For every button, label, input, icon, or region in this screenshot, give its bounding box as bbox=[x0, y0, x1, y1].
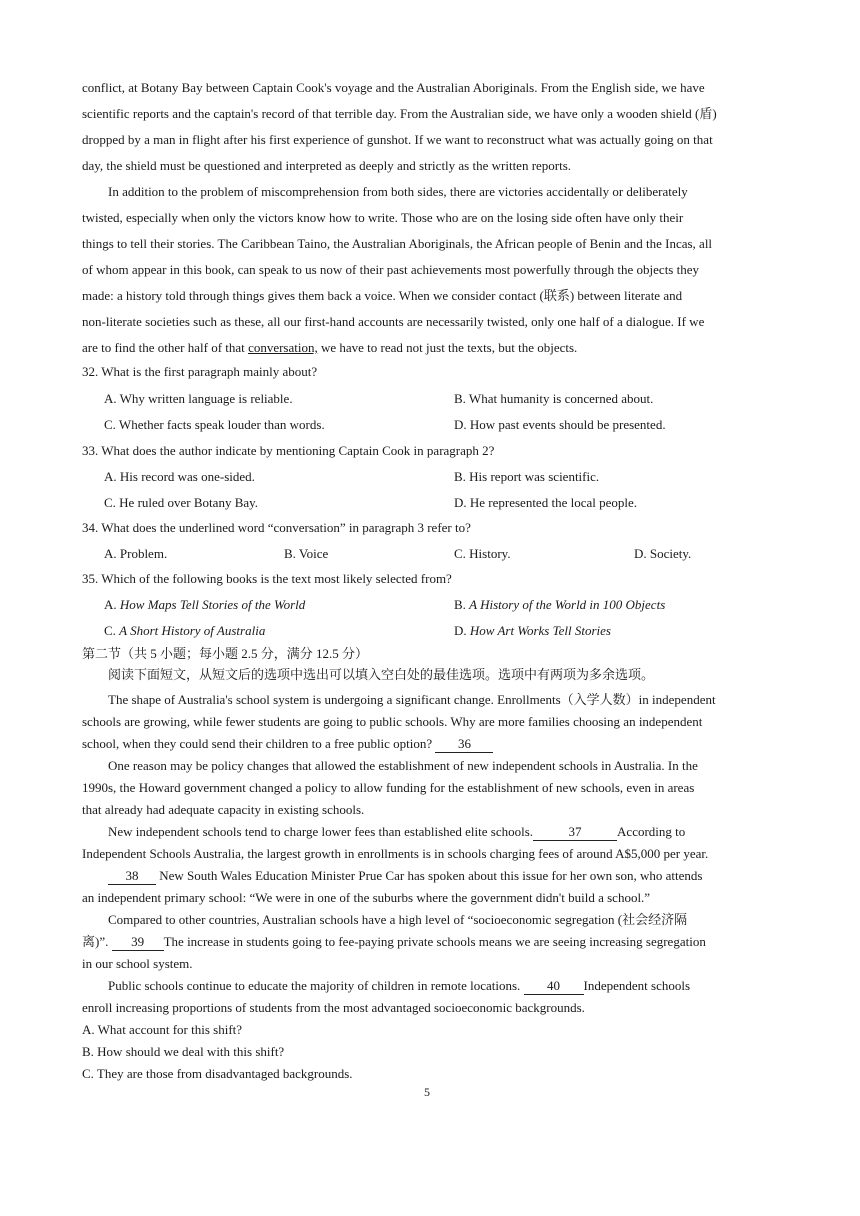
passage-line: things to tell their stories. The Caribbean Taino, the Australian Aboriginals, the African people of Benin and the Incas, all bbox=[82, 236, 713, 251]
q33-option-d: D. He represented the local people. bbox=[454, 495, 638, 510]
answer-blank-37[interactable]: 37 bbox=[533, 823, 617, 841]
q34-option-a: A. Problem. bbox=[104, 546, 168, 561]
passage-line bbox=[108, 823, 685, 841]
answer-blank-40[interactable]: 40 bbox=[524, 977, 584, 995]
text-segment: are to find the other half of that bbox=[82, 340, 249, 355]
passage-line: 1990s, the Howard government changed a policy to allow funding for the establishment of new schools, even in areas bbox=[82, 780, 695, 795]
passage-line: twisted, especially when only the victors know how to write. Those who are on the losing side often have only their bbox=[82, 210, 684, 225]
passage-line: Compared to other countries, Australian schools have a high level of “socioeconomic segregation (社会经济隔 bbox=[108, 912, 688, 927]
passage-line bbox=[108, 867, 702, 885]
q34-option-d: D. Society. bbox=[634, 546, 692, 561]
q32-option-b: B. What humanity is concerned about. bbox=[454, 391, 654, 406]
section-heading: 第二节（共 5 小题；每小题 2.5 分，满分 12.5 分） bbox=[82, 646, 369, 661]
question-stem-33: 33. What does the author indicate by mentioning Captain Cook in paragraph 2? bbox=[82, 443, 495, 458]
passage-line: an independent primary school: “We were in one of the suburbs where the government didn't build a school.” bbox=[82, 890, 651, 905]
q35-option-d bbox=[454, 622, 611, 639]
question-stem-35: 35. Which of the following books is the text most likely selected from? bbox=[82, 571, 452, 586]
q32-option-d: D. How past events should be presented. bbox=[454, 417, 666, 432]
passage-line: that already had adequate capacity in existing schools. bbox=[82, 802, 365, 817]
q35-option-c bbox=[104, 622, 265, 639]
page-number: 5 bbox=[424, 1085, 430, 1099]
passage-line: dropped by a man in flight after his first experience of gunshot. If we want to reconstruct what was actually going on that bbox=[82, 132, 713, 147]
q35-option-b bbox=[454, 596, 665, 613]
option-letter: C. bbox=[104, 623, 120, 638]
passage-line: scientific reports and the captain's record of that terrible day. From the Australian side, we have only a wooden shield (盾) bbox=[82, 106, 717, 121]
passage-line: day, the shield must be questioned and interpreted as deeply and strictly as the written reports. bbox=[82, 158, 572, 173]
passage-line bbox=[82, 735, 493, 753]
passage-line bbox=[108, 977, 690, 995]
text-segment: we have to read not just the texts, but the objects. bbox=[317, 340, 578, 355]
passage-line: conflict, at Botany Bay between Captain Cook's voyage and the Australian Aboriginals. From the English side, we have bbox=[82, 80, 705, 95]
book-title: How Art Works Tell Stories bbox=[469, 623, 611, 638]
q34-option-c: C. History. bbox=[454, 546, 511, 561]
option-letter: A. bbox=[104, 597, 120, 612]
passage-line: of whom appear in this book, can speak to us now of their past achievements most powerfully through the objects they bbox=[82, 262, 699, 277]
text-segment: school, when they could send their children to a free public option? bbox=[82, 736, 433, 751]
passage-line: made: a history told through things gives them back a voice. When we consider contact (联系) between literate and bbox=[82, 288, 683, 303]
option-letter: D. bbox=[454, 623, 470, 638]
q34-option-b: B. Voice bbox=[284, 546, 329, 561]
passage-line: In addition to the problem of miscomprehension from both sides, there are victories accidentally or deliberately bbox=[108, 184, 688, 199]
text-segment: New South Wales Education Minister Prue Car has spoken about this issue for her own son, who attends bbox=[159, 868, 703, 883]
text-segment: 离)”. bbox=[82, 934, 109, 949]
passage-line: non-literate societies such as these, all our first-hand accounts are necessarily twisted, only one half of a dialogue. If we bbox=[82, 314, 705, 329]
q32-option-c: C. Whether facts speak louder than words. bbox=[104, 417, 325, 432]
passage-line: schools are growing, while fewer students are going to public schools. Why are more families choosing an independent bbox=[82, 714, 703, 729]
question-stem-32: 32. What is the first paragraph mainly about? bbox=[82, 364, 318, 379]
q32-option-a: A. Why written language is reliable. bbox=[104, 391, 293, 406]
answer-blank-39[interactable]: 39 bbox=[112, 933, 164, 951]
cloze-option-b: B. How should we deal with this shift? bbox=[82, 1044, 285, 1059]
q33-option-a: A. His record was one-sided. bbox=[104, 469, 255, 484]
text-segment: The increase in students going to fee-paying private schools means we are seeing increasing segregation bbox=[163, 934, 706, 949]
text-segment: According to bbox=[617, 824, 686, 839]
text-segment: Public schools continue to educate the majority of children in remote locations. bbox=[108, 978, 521, 993]
option-letter: B. bbox=[454, 597, 470, 612]
passage-line: The shape of Australia's school system is undergoing a significant change. Enrollments（入学人数）in independent bbox=[108, 692, 716, 707]
book-title: A Short History of Australia bbox=[119, 623, 266, 638]
answer-blank-36[interactable]: 36 bbox=[435, 735, 493, 753]
passage-line: One reason may be policy changes that allowed the establishment of new independent schools in Australia. In the bbox=[108, 758, 698, 773]
book-title: A History of the World in 100 Objects bbox=[469, 597, 666, 612]
cloze-option-a: A. What account for this shift? bbox=[82, 1022, 243, 1037]
text-segment: New independent schools tend to charge lower fees than established elite schools. bbox=[108, 824, 534, 839]
cloze-option-c: C. They are those from disadvantaged backgrounds. bbox=[82, 1066, 353, 1081]
question-stem-34: 34. What does the underlined word “conversation” in paragraph 3 refer to? bbox=[82, 520, 471, 535]
passage-line: Independent Schools Australia, the largest growth in enrollments is in schools charging fees of around A$5,000 per year. bbox=[82, 846, 709, 861]
book-title: How Maps Tell Stories of the World bbox=[119, 597, 306, 612]
passage-line: in our school system. bbox=[82, 956, 193, 971]
q33-option-c: C. He ruled over Botany Bay. bbox=[104, 495, 259, 510]
answer-blank-38[interactable]: 38 bbox=[108, 867, 156, 885]
section-instructions: 阅读下面短文，从短文后的选项中选出可以填入空白处的最佳选项。选项中有两项为多余选项。 bbox=[108, 667, 655, 682]
q33-option-b: B. His report was scientific. bbox=[454, 469, 600, 484]
underlined-word-conversation: conversation, bbox=[248, 340, 318, 355]
passage-line bbox=[82, 933, 706, 951]
passage-line: enroll increasing proportions of students from the most advantaged socioeconomic backgrounds. bbox=[82, 1000, 585, 1015]
q35-option-a bbox=[104, 596, 305, 613]
passage-line bbox=[82, 339, 577, 356]
text-segment: Independent schools bbox=[583, 978, 691, 993]
